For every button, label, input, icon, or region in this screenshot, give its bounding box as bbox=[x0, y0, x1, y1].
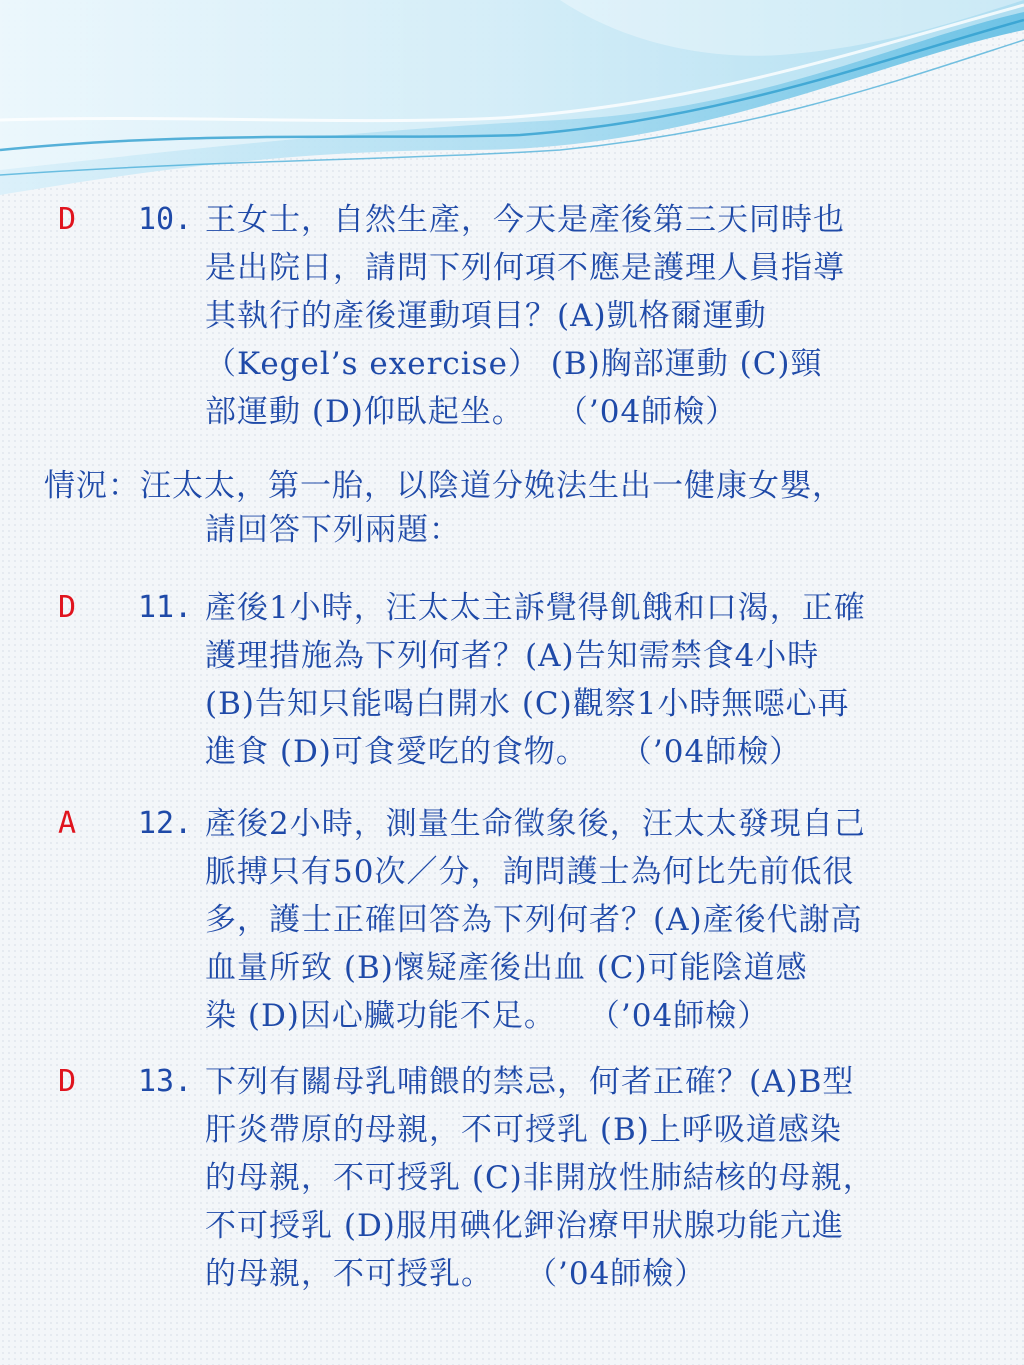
question-text bbox=[205, 196, 995, 436]
question-line: 王女士，自然生產，今天是產後第三天同時也 bbox=[205, 202, 845, 238]
question-line: (B)告知只能喝白開水 (C)觀察1小時無噁心再 bbox=[205, 686, 850, 722]
question-line: 血量所致 (B)懷疑產後出血 (C)可能陰道感 bbox=[205, 950, 808, 986]
situation-text: 請回答下列兩題： bbox=[205, 512, 461, 548]
question-line: 進食 (D)可食愛吃的食物。 （’04師檢） bbox=[205, 734, 802, 770]
question-line: 部運動 (D)仰臥起坐。 （’04師檢） bbox=[205, 394, 738, 430]
question-line: 是出院日，請問下列何項不應是護理人員指導 bbox=[205, 250, 845, 286]
question-text bbox=[205, 800, 995, 1040]
question-number: 12. bbox=[138, 806, 193, 841]
question-line: 產後2小時，測量生命徵象後，汪太太發現自己 bbox=[205, 806, 866, 842]
question-line: 肝炎帶原的母親，不可授乳 (B)上呼吸道感染 bbox=[205, 1112, 842, 1148]
answer-letter: D bbox=[58, 202, 77, 237]
question-line: 下列有關母乳哺餵的禁忌，何者正確？(A)B型 bbox=[205, 1064, 855, 1100]
answer-letter: D bbox=[58, 590, 77, 625]
question-line: 不可授乳 (D)服用碘化鉀治療甲狀腺功能亢進 bbox=[205, 1208, 844, 1244]
question-number: 10. bbox=[138, 202, 193, 237]
question-line: （Kegel’s exercise） (B)胸部運動 (C)頸 bbox=[205, 346, 823, 382]
question-line: 多，護士正確回答為下列何者？(A)產後代謝高 bbox=[205, 902, 863, 938]
question-line: 產後1小時，汪太太主訴覺得飢餓和口渴，正確 bbox=[205, 590, 866, 626]
question-line: 護理措施為下列何者？(A)告知需禁食4小時 bbox=[205, 638, 820, 674]
question-line: 染 (D)因心臟功能不足。 （’04師檢） bbox=[205, 998, 770, 1034]
question-line: 其執行的產後運動項目？(A)凱格爾運動 bbox=[205, 298, 767, 334]
question-line: 的母親，不可授乳。 （’04師檢） bbox=[205, 1256, 707, 1292]
answer-letter: A bbox=[58, 806, 77, 841]
question-text bbox=[205, 584, 995, 776]
question-number: 11. bbox=[138, 590, 193, 625]
question-line: 的母親，不可授乳 (C)非開放性肺結核的母親， bbox=[205, 1160, 875, 1196]
question-text bbox=[205, 1058, 995, 1298]
situation-text: 情況：汪太太，第一胎，以陰道分娩法生出一健康女嬰， bbox=[44, 468, 844, 504]
question-line: 脈搏只有50次／分，詢問護士為何比先前低很 bbox=[205, 854, 855, 890]
answer-letter: D bbox=[58, 1064, 77, 1099]
question-number: 13. bbox=[138, 1064, 193, 1099]
